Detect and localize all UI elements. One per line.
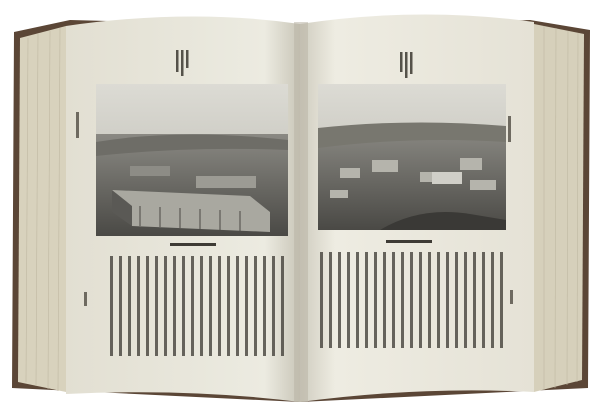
left-photo-caption [170, 243, 216, 246]
right-text-block [320, 252, 503, 348]
right-page-number [510, 290, 513, 304]
right-running-head [508, 116, 511, 142]
right-page-edges [534, 24, 584, 392]
gutter-shadow [294, 22, 308, 402]
left-page-number [84, 292, 87, 306]
right-photo [318, 84, 506, 230]
left-photo [96, 84, 288, 236]
right-photo-caption [386, 240, 432, 243]
left-running-head [76, 112, 79, 138]
